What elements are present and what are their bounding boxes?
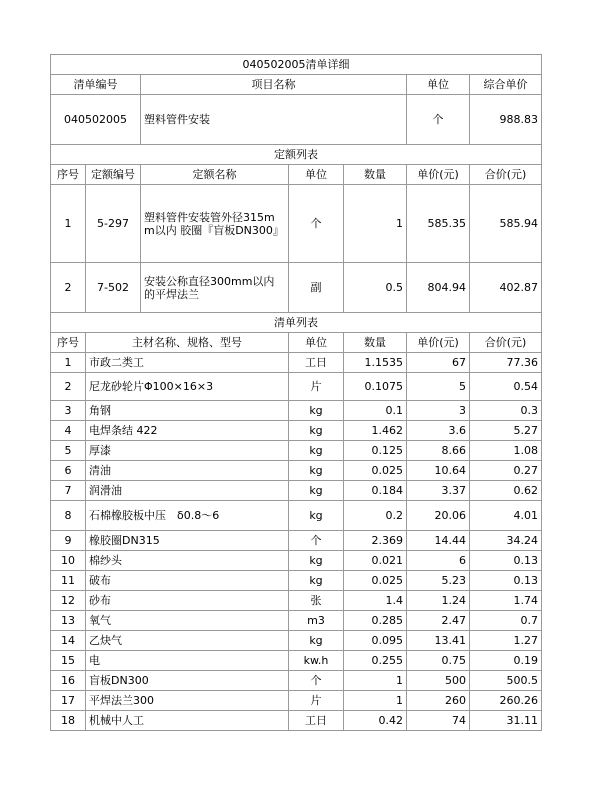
quota-unit-price: 804.94 [407,263,470,313]
bill-detail-table [50,54,542,731]
title-row [51,55,542,75]
material-qty: 1.4 [344,591,407,611]
quota-header-unit: 单位 [289,165,344,185]
material-qty: 0.025 [344,461,407,481]
material-unit-price: 500 [407,671,470,691]
quota-header-name: 定额名称 [141,165,289,185]
material-unit-price: 3.6 [407,421,470,441]
material-unit-price: 1.24 [407,591,470,611]
quota-unit-price: 585.35 [407,185,470,263]
material-qty: 0.255 [344,651,407,671]
material-name: 电焊条结 422 [86,421,289,441]
material-name: 润滑油 [86,481,289,501]
header-item-price: 综合单价 [470,75,542,95]
material-seq: 13 [51,611,86,631]
quota-qty: 0.5 [344,263,407,313]
material-unit-price: 2.47 [407,611,470,631]
material-total: 1.08 [470,441,542,461]
material-name: 市政二类工 [86,353,289,373]
material-name: 平焊法兰300 [86,691,289,711]
quota-code: 5-297 [86,185,141,263]
material-total: 0.62 [470,481,542,501]
material-unit: 张 [289,591,344,611]
material-qty: 1 [344,691,407,711]
quota-header-qty: 数量 [344,165,407,185]
material-total: 0.54 [470,373,542,401]
material-header-row [51,333,542,353]
material-qty: 1 [344,671,407,691]
material-name: 厚漆 [86,441,289,461]
material-row [51,671,542,691]
material-total: 31.11 [470,711,542,731]
material-name: 砂布 [86,591,289,611]
material-name: 清油 [86,461,289,481]
material-total: 0.13 [470,571,542,591]
quota-seq: 2 [51,263,86,313]
material-qty: 0.184 [344,481,407,501]
material-row [51,373,542,401]
material-total: 34.24 [470,531,542,551]
material-unit: kg [289,501,344,531]
material-seq: 15 [51,651,86,671]
table-title: 040502005清单详细 [51,55,542,75]
quota-unit: 个 [289,185,344,263]
material-unit-price: 6 [407,551,470,571]
material-qty: 0.025 [344,571,407,591]
header-item-unit: 单位 [407,75,470,95]
quota-unit: 副 [289,263,344,313]
material-section-row [51,313,542,333]
material-seq: 14 [51,631,86,651]
quota-total: 585.94 [470,185,542,263]
material-unit-price: 67 [407,353,470,373]
material-qty: 1.462 [344,421,407,441]
material-header-seq: 序号 [51,333,86,353]
material-qty: 0.125 [344,441,407,461]
material-unit-price: 3 [407,401,470,421]
quota-header-code: 定额编号 [86,165,141,185]
material-unit: kg [289,421,344,441]
material-seq: 8 [51,501,86,531]
material-qty: 2.369 [344,531,407,551]
material-unit-price: 14.44 [407,531,470,551]
material-unit: kg [289,441,344,461]
material-total: 1.27 [470,631,542,651]
material-unit-price: 5 [407,373,470,401]
item-code: 040502005 [51,95,141,145]
material-section-title: 清单列表 [51,313,542,333]
material-unit-price: 20.06 [407,501,470,531]
material-name: 电 [86,651,289,671]
quota-row [51,263,542,313]
material-qty: 0.1075 [344,373,407,401]
material-name: 机械中人工 [86,711,289,731]
material-unit: kg [289,631,344,651]
item-name: 塑料管件安装 [141,95,407,145]
quota-header-total: 合价(元) [470,165,542,185]
material-qty: 0.1 [344,401,407,421]
quota-name: 塑料管件安装管外径315mm以内 胶圈『盲板DN300』 [141,185,289,263]
material-unit: kg [289,551,344,571]
material-seq: 2 [51,373,86,401]
material-unit: 工日 [289,711,344,731]
material-unit: kg [289,461,344,481]
material-seq: 5 [51,441,86,461]
material-total: 260.26 [470,691,542,711]
quota-qty: 1 [344,185,407,263]
material-seq: 6 [51,461,86,481]
material-seq: 16 [51,671,86,691]
material-row [51,651,542,671]
material-seq: 18 [51,711,86,731]
material-seq: 9 [51,531,86,551]
quota-header-unit-price: 单价(元) [407,165,470,185]
material-seq: 1 [51,353,86,373]
quota-header-seq: 序号 [51,165,86,185]
material-header-unit-price: 单价(元) [407,333,470,353]
material-name: 石棉橡胶板中压 δ0.8～6 [86,501,289,531]
quota-code: 7-502 [86,263,141,313]
material-total: 1.74 [470,591,542,611]
material-unit: kg [289,571,344,591]
material-seq: 4 [51,421,86,441]
material-row [51,501,542,531]
quota-name: 安装公称直径300mm以内的平焊法兰 [141,263,289,313]
material-name: 氧气 [86,611,289,631]
material-unit: 片 [289,373,344,401]
material-qty: 0.42 [344,711,407,731]
material-name: 尼龙砂轮片Φ100×16×3 [86,373,289,401]
material-total: 77.36 [470,353,542,373]
material-row [51,631,542,651]
quota-seq: 1 [51,185,86,263]
material-total: 4.01 [470,501,542,531]
material-unit-price: 10.64 [407,461,470,481]
material-name: 橡胶圈DN315 [86,531,289,551]
material-unit: 个 [289,531,344,551]
material-total: 5.27 [470,421,542,441]
material-row [51,691,542,711]
material-seq: 17 [51,691,86,711]
material-total: 500.5 [470,671,542,691]
material-unit-price: 13.41 [407,631,470,651]
material-qty: 0.285 [344,611,407,631]
material-seq: 12 [51,591,86,611]
material-name: 盲板DN300 [86,671,289,691]
quota-total: 402.87 [470,263,542,313]
material-row [51,551,542,571]
material-qty: 1.1535 [344,353,407,373]
material-name: 棉纱头 [86,551,289,571]
material-row [51,461,542,481]
item-unit: 个 [407,95,470,145]
material-row [51,353,542,373]
item-header-row [51,75,542,95]
material-row [51,591,542,611]
material-unit: kg [289,481,344,501]
material-seq: 3 [51,401,86,421]
quota-header-row [51,165,542,185]
material-row [51,401,542,421]
material-unit: 个 [289,671,344,691]
material-unit-price: 260 [407,691,470,711]
material-unit-price: 8.66 [407,441,470,461]
material-unit-price: 74 [407,711,470,731]
material-row [51,711,542,731]
material-row [51,481,542,501]
material-total: 0.27 [470,461,542,481]
material-total: 0.7 [470,611,542,631]
material-qty: 0.2 [344,501,407,531]
material-unit-price: 5.23 [407,571,470,591]
quota-section-title: 定额列表 [51,145,542,165]
material-row [51,531,542,551]
material-seq: 7 [51,481,86,501]
material-unit-price: 3.37 [407,481,470,501]
material-total: 0.19 [470,651,542,671]
material-row [51,421,542,441]
material-total: 0.13 [470,551,542,571]
material-name: 破布 [86,571,289,591]
material-header-total: 合价(元) [470,333,542,353]
material-header-name: 主材名称、规格、型号 [86,333,289,353]
material-unit: kg [289,401,344,421]
material-total: 0.3 [470,401,542,421]
quota-section-row [51,145,542,165]
material-seq: 10 [51,551,86,571]
material-row [51,571,542,591]
material-header-qty: 数量 [344,333,407,353]
header-item-name: 项目名称 [141,75,407,95]
material-row [51,611,542,631]
item-row [51,95,542,145]
material-unit-price: 0.75 [407,651,470,671]
quota-row [51,185,542,263]
material-unit: m3 [289,611,344,631]
material-row [51,441,542,461]
material-seq: 11 [51,571,86,591]
material-qty: 0.021 [344,551,407,571]
material-name: 乙炔气 [86,631,289,651]
material-unit: 工日 [289,353,344,373]
item-price: 988.83 [470,95,542,145]
material-unit: kw.h [289,651,344,671]
header-item-code: 清单编号 [51,75,141,95]
material-qty: 0.095 [344,631,407,651]
material-unit: 片 [289,691,344,711]
material-header-unit: 单位 [289,333,344,353]
material-name: 角钢 [86,401,289,421]
